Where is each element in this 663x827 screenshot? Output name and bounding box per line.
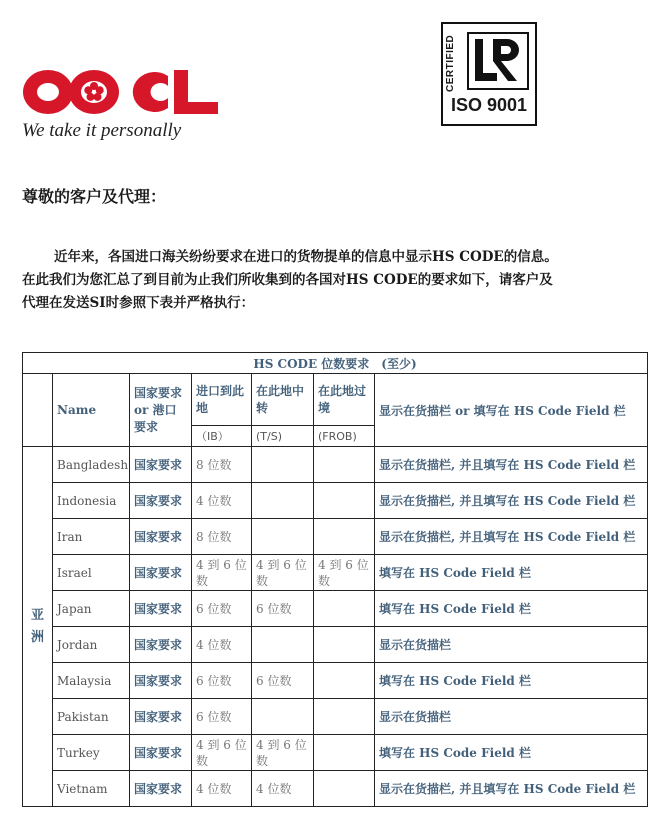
country-name: Indonesia bbox=[53, 483, 130, 519]
display-instruction: 显示在货描栏, 并且填写在 HS Code Field 栏 bbox=[375, 519, 648, 555]
requirement-type: 国家要求 bbox=[130, 555, 192, 591]
subheader-ib: （IB） bbox=[192, 426, 252, 447]
transship-digits: 4 到 6 位数 bbox=[252, 735, 314, 771]
country-name: Malaysia bbox=[53, 663, 130, 699]
display-instruction: 显示在货描栏, 并且填写在 HS Code Field 栏 bbox=[375, 771, 648, 807]
header-national-requirement: 国家要求 or 港口要求 bbox=[130, 374, 192, 447]
table-row bbox=[23, 627, 648, 663]
transit-digits bbox=[314, 627, 375, 663]
country-name: Jordan bbox=[53, 627, 130, 663]
table-row bbox=[23, 735, 648, 771]
transit-digits: 4 到 6 位数 bbox=[314, 555, 375, 591]
import-digits: 6 位数 bbox=[192, 699, 252, 735]
intro-line: 近年来，各国进口海关纷纷要求在进口的货物提单的信息中显示HS CODE的信息。 bbox=[54, 249, 558, 265]
transship-digits bbox=[252, 699, 314, 735]
intro-line: 在此我们为您汇总了到目前为止我们所收集到的各国对HS CODE的要求如下，请客户及 bbox=[22, 272, 553, 288]
transit-digits bbox=[314, 447, 375, 483]
import-digits: 8 位数 bbox=[192, 519, 252, 555]
country-name: Bangladesh bbox=[53, 447, 130, 483]
requirement-type: 国家要求 bbox=[130, 663, 192, 699]
header-transship: 在此地中转 bbox=[252, 374, 314, 426]
transship-digits bbox=[252, 483, 314, 519]
transship-digits bbox=[252, 447, 314, 483]
greeting: 尊敬的客户及代理： bbox=[22, 187, 167, 206]
display-instruction: 填写在 HS Code Field 栏 bbox=[375, 663, 648, 699]
transit-digits bbox=[314, 591, 375, 627]
requirement-type: 国家要求 bbox=[130, 447, 192, 483]
transit-digits bbox=[314, 519, 375, 555]
subheader-frob: (FROB) bbox=[314, 426, 375, 447]
import-digits: 4 位数 bbox=[192, 771, 252, 807]
region-cell-asia bbox=[23, 447, 53, 807]
table-row bbox=[23, 663, 648, 699]
import-digits: 4 位数 bbox=[192, 627, 252, 663]
display-instruction: 显示在货描栏, 并且填写在 HS Code Field 栏 bbox=[375, 483, 648, 519]
region-char: 亚 bbox=[30, 607, 44, 623]
region-char: 洲 bbox=[30, 629, 44, 645]
display-instruction: 显示在货描栏, 并且填写在 HS Code Field 栏 bbox=[375, 447, 648, 483]
header-transit: 在此地过境 bbox=[314, 374, 375, 426]
import-digits: 6 位数 bbox=[192, 663, 252, 699]
transship-digits: 4 位数 bbox=[252, 771, 314, 807]
table-row bbox=[23, 771, 648, 807]
country-name: Israel bbox=[53, 555, 130, 591]
transship-digits bbox=[252, 627, 314, 663]
country-name: Turkey bbox=[53, 735, 130, 771]
display-instruction: 填写在 HS Code Field 栏 bbox=[375, 735, 648, 771]
display-instruction: 显示在货描栏 bbox=[375, 627, 648, 663]
brand-tagline: We take it personally bbox=[22, 120, 182, 141]
transit-digits bbox=[314, 699, 375, 735]
table-row bbox=[23, 555, 648, 591]
import-digits: 4 到 6 位数 bbox=[192, 735, 252, 771]
requirement-type: 国家要求 bbox=[130, 519, 192, 555]
hs-code-requirements-table bbox=[22, 352, 648, 807]
import-digits: 6 位数 bbox=[192, 591, 252, 627]
requirement-type: 国家要求 bbox=[130, 591, 192, 627]
header-display: 显示在货描栏 or 填写在 HS Code Field 栏 bbox=[375, 374, 648, 447]
requirement-type: 国家要求 bbox=[130, 699, 192, 735]
requirement-type: 国家要求 bbox=[130, 771, 192, 807]
intro-line: 代理在发送SI时参照下表并严格执行： bbox=[22, 295, 255, 311]
table-row bbox=[23, 447, 648, 483]
header-name: Name bbox=[53, 374, 130, 447]
lr-mark-icon bbox=[467, 32, 529, 94]
subheader-ts: (T/S) bbox=[252, 426, 314, 447]
country-name: Japan bbox=[53, 591, 130, 627]
transship-digits: 6 位数 bbox=[252, 663, 314, 699]
table-body bbox=[23, 447, 648, 807]
country-name: Vietnam bbox=[53, 771, 130, 807]
table-row bbox=[23, 699, 648, 735]
certified-label: CERTIFIED bbox=[445, 34, 456, 92]
table-row bbox=[23, 483, 648, 519]
requirement-type: 国家要求 bbox=[130, 627, 192, 663]
iso-standard-label: ISO 9001 bbox=[450, 95, 528, 115]
transit-digits bbox=[314, 771, 375, 807]
table-title: HS CODE 位数要求 (至少) bbox=[23, 353, 648, 374]
header-import: 进口到此地 bbox=[192, 374, 252, 426]
requirement-type: 国家要求 bbox=[130, 483, 192, 519]
table-row bbox=[23, 591, 648, 627]
transit-digits bbox=[314, 483, 375, 519]
iso-9001-badge bbox=[441, 22, 537, 126]
transship-digits bbox=[252, 519, 314, 555]
transit-digits bbox=[314, 735, 375, 771]
country-name: Iran bbox=[53, 519, 130, 555]
display-instruction: 显示在货描栏 bbox=[375, 699, 648, 735]
requirement-type: 国家要求 bbox=[130, 735, 192, 771]
transit-digits bbox=[314, 663, 375, 699]
country-name: Pakistan bbox=[53, 699, 130, 735]
import-digits: 8 位数 bbox=[192, 447, 252, 483]
import-digits: 4 位数 bbox=[192, 483, 252, 519]
transship-digits: 4 到 6 位数 bbox=[252, 555, 314, 591]
import-digits: 4 到 6 位数 bbox=[192, 555, 252, 591]
intro-paragraph bbox=[22, 246, 654, 315]
table-row bbox=[23, 519, 648, 555]
region-header-blank bbox=[23, 374, 53, 447]
display-instruction: 填写在 HS Code Field 栏 bbox=[375, 555, 648, 591]
transship-digits: 6 位数 bbox=[252, 591, 314, 627]
display-instruction: 填写在 HS Code Field 栏 bbox=[375, 591, 648, 627]
